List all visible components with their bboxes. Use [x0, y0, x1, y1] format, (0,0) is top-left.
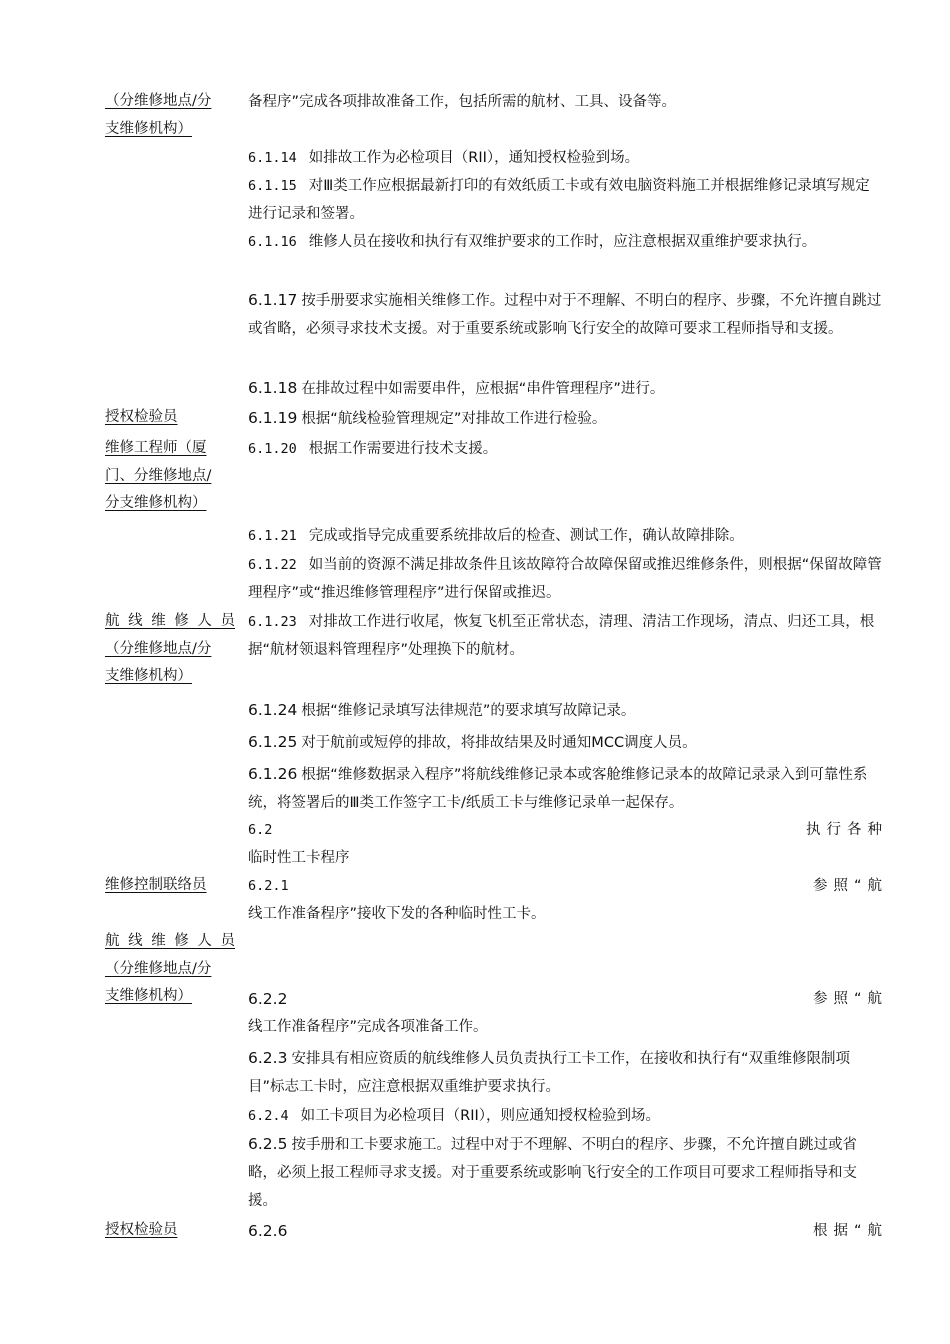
para-6-2-4: 6.2.4 如工卡项目为必检项目（RII），则应通知授权检验到场。 — [248, 1108, 661, 1124]
section-number: 6.2.5 — [248, 1135, 288, 1153]
para-6-1-21: 6.1.21 完成或指导完成重要系统排故后的检查、测试工作，确认故障排除。 — [248, 528, 744, 544]
section-number: 6.2.2 — [248, 990, 288, 1008]
section-number: 6.1.25 — [248, 733, 298, 751]
section-number: 6.1.20 — [248, 441, 297, 457]
role-line-maintenance-staff-2: 航线维修人员 （分维修地点/分 支维修机构） — [105, 933, 235, 1004]
section-number: 6.1.16 — [248, 234, 297, 250]
para-6-1-23: 6.1.23 对排故工作进行收尾，恢复飞机至正常状态，清理、清洁工作现场，清点、归还工具，根据“航材领退料管理程序”处理换下的航材。 — [248, 614, 875, 658]
para-6-1-18: 6.1.18 在排故过程中如需要串件，应根据“串件管理程序”进行。 — [248, 379, 665, 397]
para-6-1-26: 6.1.26 根据“维修数据录入程序”将航线维修记录本或客舱维修记录本的故障记录录入到可靠性系统，将签署后的Ⅲ类工作签字工卡/纸质工卡与维修记录单一起保存。 — [248, 765, 868, 811]
para-6-1-17: 6.1.17 按手册要求实施相关维修工作。过程中对于不理解、不明白的程序、步骤，不允许擅自跳过或省略，必须寻求技术支援。对于重要系统或影响飞行安全的故障可要求工程师指导和支援。 — [248, 291, 882, 337]
section-number: 6.2.4 — [248, 1108, 289, 1124]
section-number: 6.1.24 — [248, 701, 298, 719]
para-6-1-16: 6.1.16 维修人员在接收和执行有双维护要求的工作时，应注意根据双重维护要求执行。 — [248, 234, 817, 250]
para-6-2-2: 6.2.2 参照“航 线工作准备程序”完成各项准备工作。 — [248, 985, 882, 1041]
para-6-1-24: 6.1.24 根据“维修记录填写法律规范”的要求填写故障记录。 — [248, 701, 636, 719]
para-6-1-25: 6.1.25 对于航前或短停的排故，将排故结果及时通知MCC调度人员。 — [248, 733, 697, 751]
role-authorized-inspector: 授权检验员 — [105, 409, 178, 425]
section-6-2-heading: 6.2 执行各种 临时性工卡程序 — [248, 816, 882, 872]
para-6-2-5: 6.2.5 按手册和工卡要求施工。过程中对于不理解、不明白的程序、步骤，不允许擅自跳过或省略，必须上报工程师寻求支援。对于重要系统或影响飞行安全的工作项目可要求工程师指导和支援。 — [248, 1135, 857, 1209]
section-number: 6.1.23 — [248, 614, 297, 630]
role-maintenance-engineer: 维修工程师（厦 门、分维修地点/ 分支维修机构） — [105, 440, 212, 511]
section-number: 6.2.3 — [248, 1049, 288, 1067]
role-mcc-liaison: 维修控制联络员 — [105, 877, 207, 893]
section-number: 6.1.22 — [248, 557, 297, 573]
section-number: 6.2.6 — [248, 1222, 288, 1240]
para-6-1-14: 6.1.14 如排故工作为必检项目（RII），通知授权检验到场。 — [248, 150, 640, 166]
section-number: 6.1.17 — [248, 291, 298, 309]
section-number: 6.2.1 — [248, 878, 289, 894]
section-number: 6.1.21 — [248, 528, 297, 544]
para-6-1-20: 6.1.20 根据工作需要进行技术支援。 — [248, 441, 498, 457]
para-continuation: 备程序”完成各项排故准备工作，包括所需的航材、工具、设备等。 — [248, 94, 677, 110]
role-line-maintenance-cont: （分维修地点/分 支维修机构） — [105, 93, 212, 137]
section-number: 6.1.14 — [248, 150, 297, 166]
para-6-2-3: 6.2.3 安排具有相应资质的航线维修人员负责执行工卡工作，在接收和执行有“双重维修限制项目”标志工卡时，应注意根据双重维护要求执行。 — [248, 1049, 850, 1095]
para-6-1-15: 6.1.15 对Ⅲ类工作应根据最新打印的有效纸质工卡或有效电脑资料施工并根据维修记录填写规定进行记录和签署。 — [248, 178, 870, 222]
role-authorized-inspector-2: 授权检验员 — [105, 1222, 178, 1238]
section-number: 6.1.19 — [248, 409, 298, 427]
role-line-maintenance-staff: 航线维修人员 （分维修地点/分 支维修机构） — [105, 613, 235, 684]
section-number: 6.1.26 — [248, 765, 298, 783]
para-6-2-1: 6.2.1 参照“航 线工作准备程序”接收下发的各种临时性工卡。 — [248, 872, 882, 928]
para-6-1-19: 6.1.19 根据“航线检验管理规定”对排故工作进行检验。 — [248, 409, 607, 427]
para-6-1-22: 6.1.22 如当前的资源不满足排故条件且该故障符合故障保留或推迟维修条件，则根据“保留故障管理程序”或“推迟维修管理程序”进行保留或推迟。 — [248, 557, 882, 601]
section-number: 6.1.15 — [248, 178, 297, 194]
section-number: 6.1.18 — [248, 379, 298, 397]
para-6-2-6: 6.2.6 根据“航 — [248, 1217, 882, 1245]
section-number: 6.2 — [248, 822, 273, 838]
